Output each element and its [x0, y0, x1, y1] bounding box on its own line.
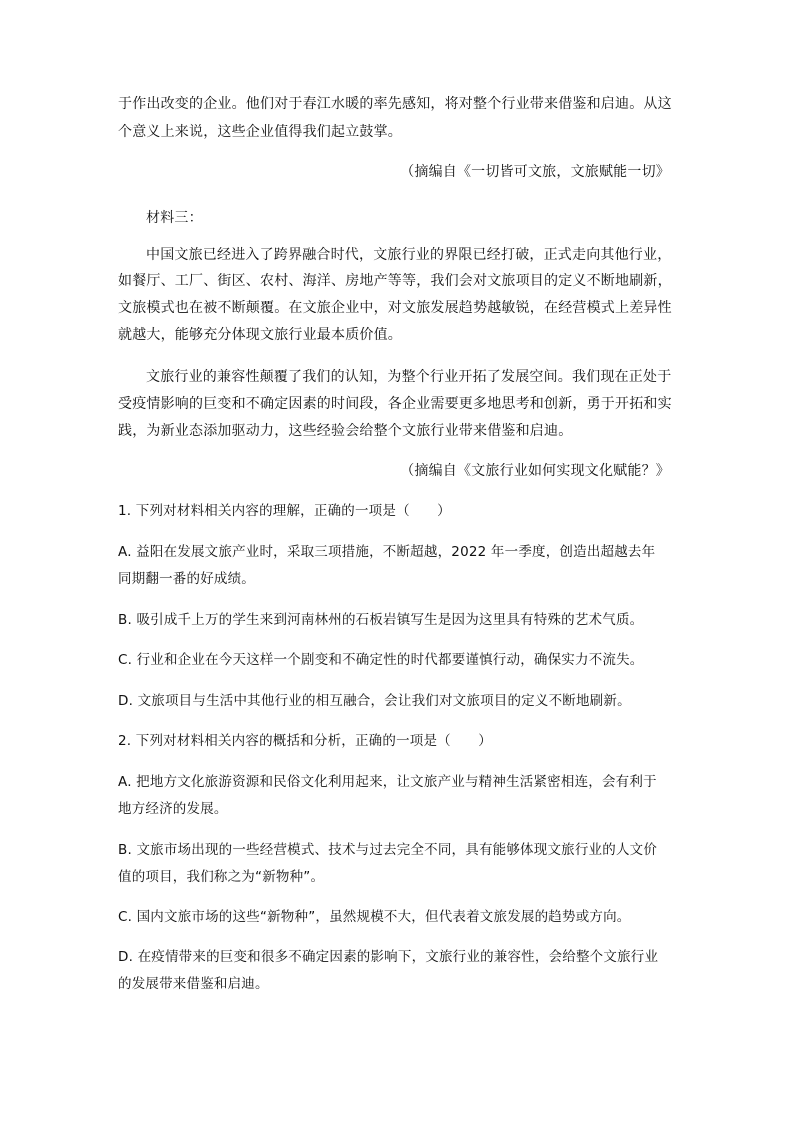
question2-option-b-line-1: B. 文旅市场出现的一些经营模式、技术与过去完全不同，具有能够体现文旅行业的人文价	[118, 842, 658, 858]
question1-option-a-line-2: 同期翻一番的好成绩。	[118, 571, 255, 587]
material3-source: （摘编自《文旅行业如何实现文化赋能？》	[400, 463, 670, 479]
material3-para1-line-3: 文旅模式也在被不断颠覆。在文旅企业中，对文旅发展趋势越敏锐，在经营模式上差异性	[118, 300, 672, 316]
question2-option-b-line-2: 值的项目，我们称之为“新物种”。	[118, 869, 325, 885]
material3-heading: 材料三：	[146, 210, 203, 226]
question2-stem: 2. 下列对材料相关内容的概括和分析，正确的一项是（ ）	[118, 733, 492, 749]
material2-line-2: 个意义上来说，这些企业值得我们起立鼓掌。	[118, 124, 402, 140]
material3-para2-line-1: 文旅行业的兼容性颠覆了我们的认知，为整个行业开拓了发展空间。我们现在正处于	[146, 369, 672, 385]
material3-para1-line-1: 中国文旅已经进入了跨界融合时代，文旅行业的界限已经打破，正式走向其他行业，	[146, 247, 672, 263]
question1-stem: 1. 下列对材料相关内容的理解，正确的一项是（ ）	[118, 503, 451, 519]
material2-source: （摘编自《一切皆可文旅，文旅赋能一切》	[400, 164, 670, 180]
material3-para2-line-3: 践，为新业态添加驱动力，这些经验会给整个文旅行业带来借鉴和启迪。	[118, 423, 573, 439]
question1-option-b: B. 吸引成千上万的学生来到河南林州的石板岩镇写生是因为这里具有特殊的艺术气质。	[118, 612, 644, 628]
question1-option-d: D. 文旅项目与生活中其他行业的相互融合，会让我们对文旅项目的定义不断地刷新。	[118, 693, 631, 709]
question2-option-a-line-2: 地方经济的发展。	[118, 801, 228, 817]
question2-option-d-line-2: 的发展带来借鉴和启迪。	[118, 976, 269, 992]
material3-para2-line-2: 受疫情影响的巨变和不确定因素的时间段，各企业需要更多地思考和创新，勇于开拓和实	[118, 396, 672, 412]
question2-option-d-line-1: D. 在疫情带来的巨变和很多不确定因素的影响下，文旅行业的兼容性，会给整个文旅行业	[118, 949, 659, 965]
material3-para1-line-2: 如餐厅、工厂、街区、农村、海洋、房地产等等，我们会对文旅项目的定义不断地刷新，	[118, 273, 672, 289]
question1-option-c: C. 行业和企业在今天这样一个剧变和不确定性的时代都要谨慎行动，确保实力不流失。	[118, 652, 644, 668]
question1-option-a-line-1: A. 益阳在发展文旅产业时，采取三项措施，不断超越，2022 年一季度，创造出超越去年	[118, 544, 656, 560]
material3-para1-line-4: 就越大，能够充分体现文旅行业最本质价值。	[118, 327, 402, 343]
question2-option-a-line-1: A. 把地方文化旅游资源和民俗文化利用起来，让文旅产业与精神生活紧密相连，会有利于	[118, 774, 657, 790]
material2-line-1: 于作出改变的企业。他们对于春江水暖的率先感知，将对整个行业带来借鉴和启迪。从这	[118, 96, 672, 112]
question2-option-c: C. 国内文旅市场的这些“新物种”，虽然规模不大，但代表着文旅发展的趋势或方向。	[118, 909, 631, 925]
